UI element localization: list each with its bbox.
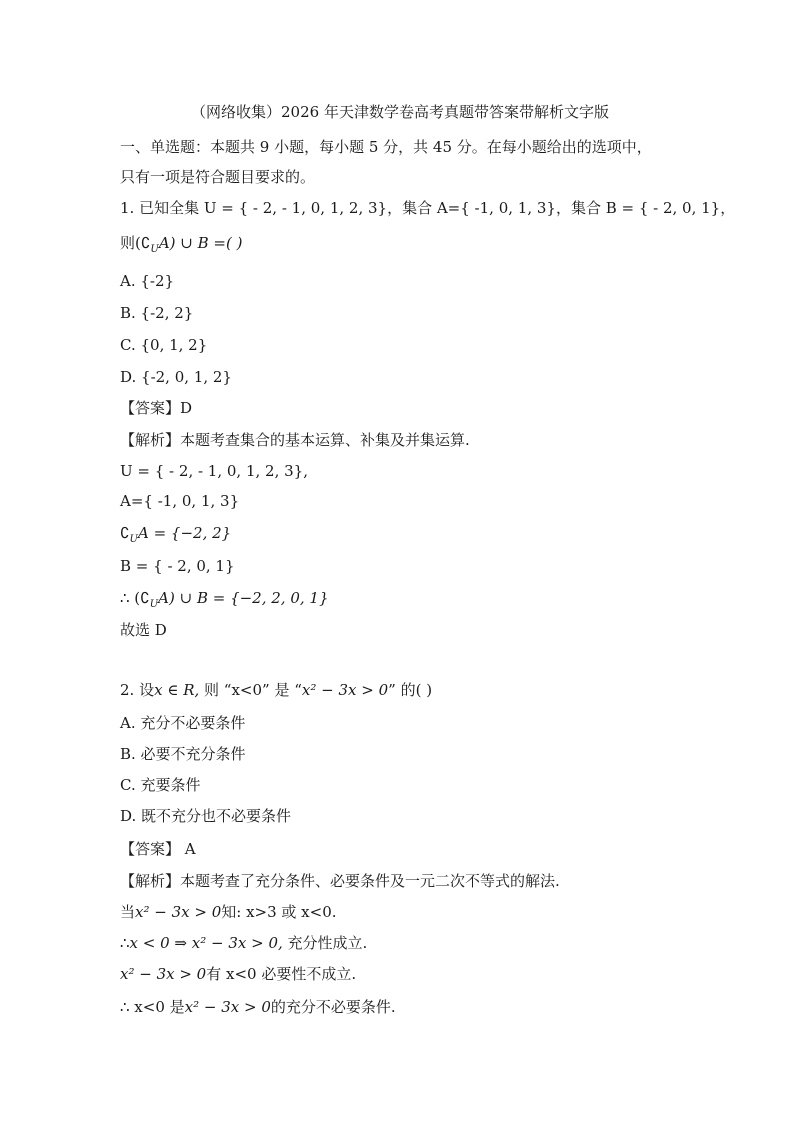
q1-stem-line2 (120, 232, 242, 261)
q1-step-union (120, 587, 329, 616)
q1-option-c: C. {0, 1, 2} (120, 336, 208, 354)
q2-stem-math2: x² − 3x > 0 (301, 681, 389, 699)
section-heading-line1: 一、单选题：本题共 9 小题，每小题 5 分，共 45 分。在每小题给出的选项中， (120, 138, 652, 156)
q2-stem-middle: 则 “x<0” 是 “ (199, 681, 302, 699)
q2-step1-tail: 知: x>3 或 x<0. (221, 903, 337, 921)
q2-step2-math: x < 0 ⇒ x² − 3x > 0, (129, 934, 283, 952)
q1-stem-expression: A) ∪ B =( ) (158, 234, 243, 252)
q2-step1-math: x² − 3x > 0 (135, 903, 222, 921)
complement-symbol: ∁ (120, 524, 130, 542)
union-prefix: ∴ (∁ (120, 589, 150, 607)
q1-option-b: B. {-2, 2} (120, 304, 194, 322)
q2-stem-tail: ” 的( ) (388, 681, 433, 699)
union-expression: A) ∪ B = {−2, 2, 0, 1} (158, 589, 329, 607)
q2-step4 (120, 996, 396, 1018)
q2-option-c: C. 充要条件 (120, 776, 201, 794)
q1-choose: 故选 D (120, 621, 167, 639)
q1-option-d: D. {-2, 0, 1, 2} (120, 368, 232, 386)
q2-step4-math: x² − 3x > 0 (184, 998, 271, 1016)
q2-stem (120, 679, 432, 701)
q1-answer: 【答案】D (120, 399, 193, 417)
q2-step4-tail: 的充分不必要条件. (270, 998, 396, 1016)
q2-stem-math1: x ∈ R, (154, 681, 200, 699)
q1-stem-prefix: 则(∁ (120, 234, 151, 252)
q2-analysis: 【解析】本题考查了充分条件、必要条件及一元二次不等式的解法. (120, 872, 560, 890)
q1-analysis: 【解析】本题考查集合的基本运算、补集及并集运算. (120, 431, 470, 449)
q2-step4-prefix: ∴ x<0 是 (120, 998, 185, 1016)
union-subscript: U (149, 599, 159, 610)
q1-stem-line1: 1. 已知全集 U = { - 2, - 1, 0, 1, 2, 3}，集合 A={ -1, 0, 1, 3}，集合 B = { - 2, 0, 1}， (120, 199, 736, 217)
q2-step2-tail: 充分性成立. (282, 934, 368, 952)
complement-subscript: U (129, 534, 138, 545)
q1-step-set-b: B = { - 2, 0, 1} (120, 557, 235, 575)
q2-option-a: A. 充分不必要条件 (120, 714, 246, 732)
q2-step3-math: x² − 3x > 0 (120, 965, 207, 983)
q2-step1 (120, 901, 337, 923)
q1-step-set-a: A={ -1, 0, 1, 3} (120, 492, 240, 510)
q2-answer: 【答案】 A (120, 840, 196, 858)
q1-step-complement (120, 522, 231, 551)
q2-step3 (120, 963, 356, 985)
q2-stem-prefix: 2. 设 (120, 681, 155, 699)
document-title: （网络收集）2026 年天津数学卷高考真题带答案带解析文字版 (191, 103, 609, 121)
section-heading-line2: 只有一项是符合题目要求的。 (120, 168, 316, 186)
q2-step3-tail: 有 x<0 必要性不成立. (206, 965, 357, 983)
q2-step2-prefix: ∴ (120, 934, 130, 952)
q2-step2 (120, 932, 367, 954)
q1-step-universal-set: U = { - 2, - 1, 0, 1, 2, 3}, (120, 462, 308, 480)
q2-option-b: B. 必要不充分条件 (120, 745, 246, 763)
q2-step1-prefix: 当 (120, 903, 136, 921)
q2-option-d: D. 既不充分也不必要条件 (120, 807, 292, 825)
q1-stem-subscript: U (150, 244, 159, 255)
complement-expression: A = {−2, 2} (137, 524, 232, 542)
q1-option-a: A. {-2} (120, 272, 175, 290)
